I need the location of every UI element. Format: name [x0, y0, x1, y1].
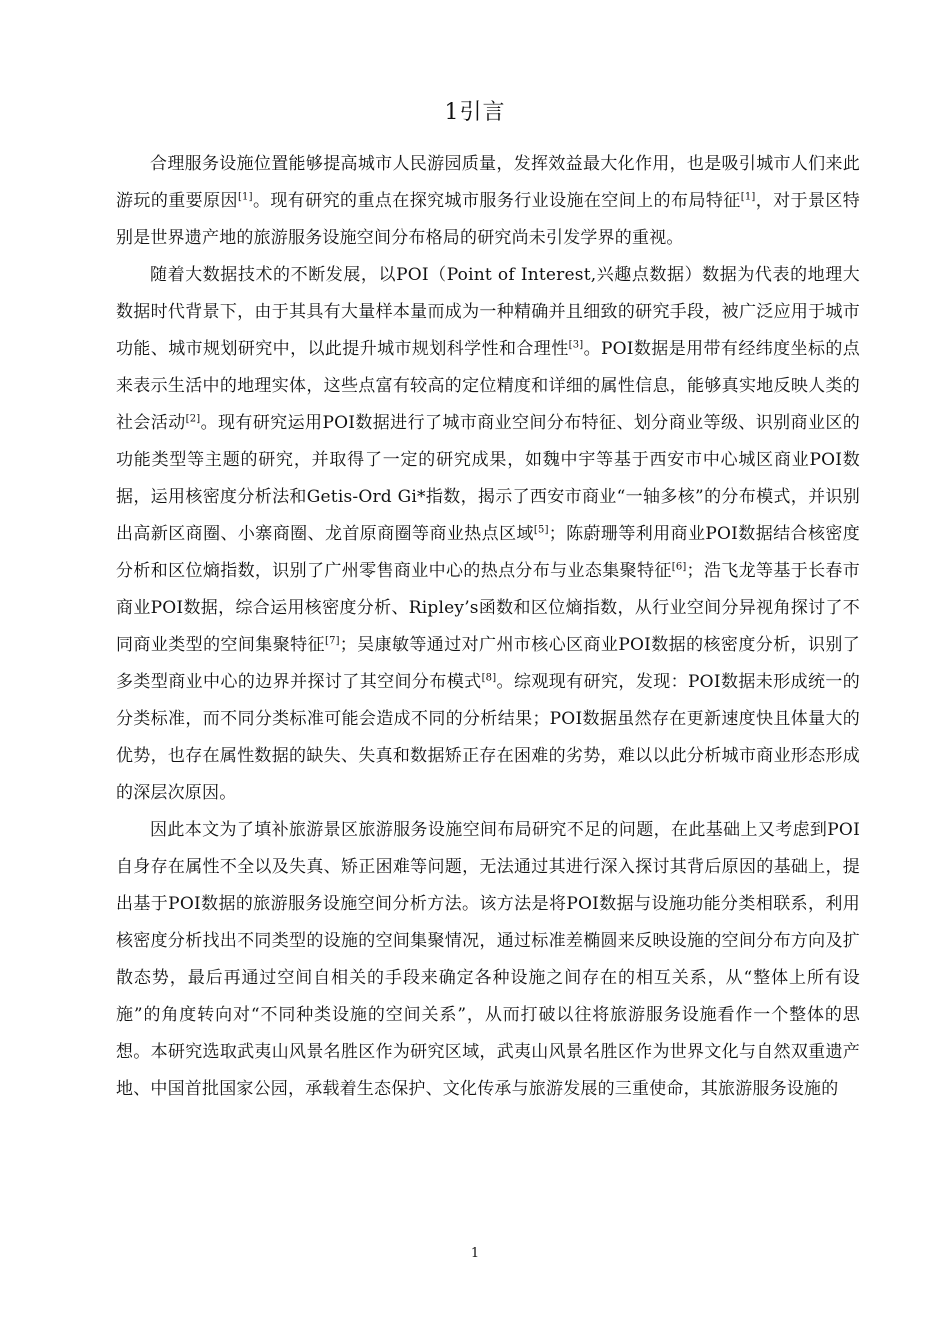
text-run: ，对于景区特别是世界遗产地的旅游服务设施空间分布格局的研究尚未引发学界的重视。	[116, 191, 861, 248]
text-run: ；浩飞龙等基于长春市商业POI数据，综合运用核密度分析、Ripley’s函数和区位熵指数，从行业空间分异视角探讨了不同商业类型的空间集聚特征	[116, 561, 860, 655]
citation-ref: [3]	[568, 339, 584, 351]
citation-ref: [8]	[481, 672, 497, 684]
citation-ref: [1]	[740, 191, 756, 203]
citation-ref: [6]	[671, 561, 687, 573]
text-run: ；吴康敏等通过对广州市核心区商业POI数据的核密度分析，识别了多类型商业中心的边界并探讨了其空间分布模式	[116, 635, 860, 692]
citation-ref: [2]	[185, 413, 201, 425]
text-run: 合理服务设施位置能够提高城市人民游园质量，发挥效益最大化作用，也是吸引城市人们来此游玩的重要原因	[116, 154, 860, 211]
page-number: 1	[470, 1246, 480, 1261]
citation-ref: [1]	[237, 191, 253, 203]
body-text	[116, 146, 860, 1108]
paragraph-2	[116, 257, 860, 812]
text-run: 随着大数据技术的不断发展，以POI（Point of Interest,兴趣点数据）数据为代表的地理大数据时代背景下，由于其具有大量样本量而成为一种精确并且细致的研究手段，被广泛应用于城市功能、城市规划研究中，以此提升城市规划科学性和合理性	[116, 265, 860, 359]
paragraph-1	[116, 146, 860, 257]
text-run: 因此本文为了填补旅游景区旅游服务设施空间布局研究不足的问题，在此基础上又考虑到POI自身存在属性不全以及失真、矫正困难等问题，无法通过其进行深入探讨其背后原因的基础上，提出基于POI数据的旅游服务设施空间分析方法。该方法是将POI数据与设施功能分类相联系，利用核密度分析找出不同类型的设施的空间集聚情况，通过标准差椭圆来反映设施的空间分布方向及扩散态势，最后再通过空间自相关的手段来确定各种设施之间存在的相互关系，从“整体上所有设施”的角度转向对“不同种类设施的空间关系”，从而打破以往将旅游服务设施看作一个整体的思想。本研究选取武夷山风景名胜区作为研究区域，武夷山风景名胜区作为世界文化与自然双重遗产地、中国首批国家公园，承载着生态保护、文化传承与旅游发展的三重使命，其旅游服务设施的	[116, 820, 860, 1099]
text-run: 。综观现有研究，发现：POI数据未形成统一的分类标准，而不同分类标准可能会造成不同的分析结果；POI数据虽然存在更新速度快且体量大的优势，也存在属性数据的缺失、失真和数据矫正存在困难的劣势，难以以此分析城市商业形态形成的深层次原因。	[116, 672, 860, 803]
citation-ref: [7]	[324, 635, 340, 647]
text-run: ；陈蔚珊等利用商业POI数据结合核密度分析和区位熵指数，识别了广州零售商业中心的热点分布与业态集聚特征	[116, 524, 860, 581]
paragraph-3	[116, 812, 860, 1108]
text-run: 。POI数据是用带有经纬度坐标的点来表示生活中的地理实体，这些点富有较高的定位精度和详细的属性信息，能够真实地反映人类的社会活动	[116, 339, 860, 433]
text-run: 。现有研究的重点在探究城市服务行业设施在空间上的布局特征	[252, 191, 741, 211]
citation-ref: [5]	[533, 524, 549, 536]
text-run: 。现有研究运用POI数据进行了城市商业空间分布特征、划分商业等级、识别商业区的功能类型等主题的研究，并取得了一定的研究成果，如魏中宇等基于西安市中心城区商业POI数据，运用核密度分析法和Getis-Ord Gi*指数，揭示了西安市商业“一轴多核”的分布模式，并识别出高新区商圈、小寨商圈、龙首原商圈等商业热点区域	[116, 413, 860, 544]
section-heading: 1引言	[444, 100, 506, 125]
